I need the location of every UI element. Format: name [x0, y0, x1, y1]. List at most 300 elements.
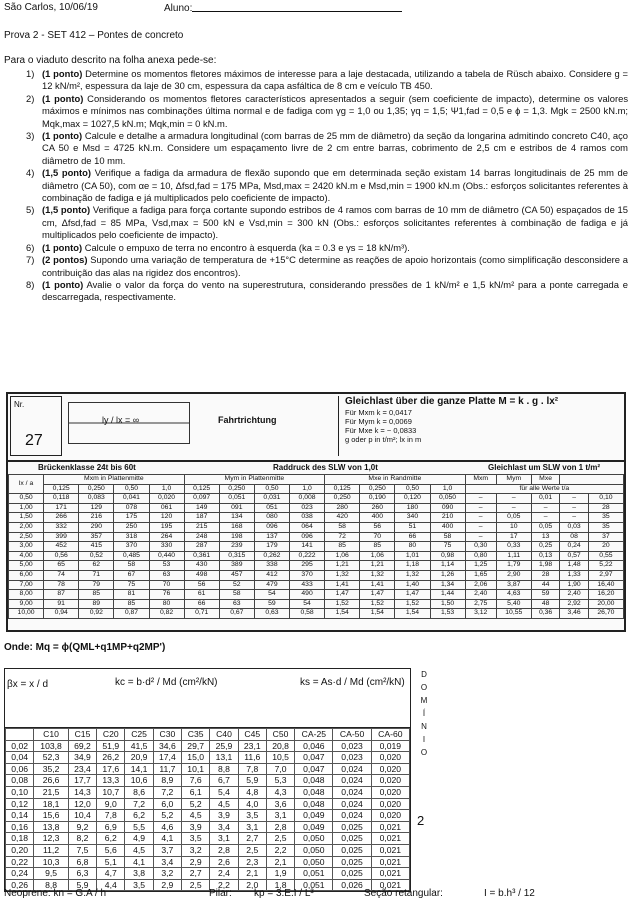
question-item: [4, 93, 628, 130]
table-cell: 4,9: [125, 833, 153, 845]
table-cell: 0,008: [290, 494, 325, 504]
kc-ks-grid: [5, 728, 410, 891]
table-cell: 9,00: [9, 599, 44, 609]
table-cell: 399: [44, 532, 79, 542]
table-cell: –: [496, 503, 531, 513]
table-cell: 8,6: [125, 786, 153, 798]
table-cell: 0,05: [496, 513, 531, 523]
table-cell: 5,6: [97, 844, 125, 856]
table-cell: 1,47: [395, 590, 430, 600]
table-cell: 51,9: [97, 740, 125, 752]
table-cell: 141: [290, 542, 325, 552]
table-cell: 5,2: [182, 798, 210, 810]
table-cell: 6,0: [153, 798, 181, 810]
table-cell: 1,32: [325, 570, 360, 580]
direction-label: Fahrtrichtung: [218, 415, 277, 425]
table-cell: 096: [254, 522, 289, 532]
table-cell: 2,9: [153, 879, 181, 891]
t-fraction: 0,50: [395, 484, 430, 494]
table-cell: 8,2: [68, 833, 96, 845]
table-cell: 2,7: [182, 868, 210, 880]
table-row: [9, 590, 624, 600]
table-cell: 51: [395, 522, 430, 532]
table-cell: 0,10: [588, 494, 623, 504]
table-cell: 420: [325, 513, 360, 523]
table-cell: 54: [290, 599, 325, 609]
table-cell: 0,097: [184, 494, 219, 504]
t-fraction: 0,125: [184, 484, 219, 494]
table-cell: 195: [149, 522, 184, 532]
table-cell: 0,33: [496, 542, 531, 552]
table-cell: 0,023: [333, 752, 371, 764]
table-cell: 215: [184, 522, 219, 532]
table-cell: 35,2: [34, 763, 69, 775]
table-row: [6, 752, 410, 764]
table-cell: 1,52: [395, 599, 430, 609]
table-cell: 0,87: [114, 609, 149, 619]
table-cell: 2,06: [465, 580, 496, 590]
table-cell: 479: [254, 580, 289, 590]
table-cell: 79: [79, 580, 114, 590]
rusch-table-header: [8, 394, 624, 462]
table-cell: 1,32: [395, 570, 430, 580]
table-cell: 0,190: [360, 494, 395, 504]
question-text: [42, 242, 628, 254]
table-cell: 0,047: [295, 763, 333, 775]
table-cell: 4,6: [153, 821, 181, 833]
table-cell: 8,00: [9, 590, 44, 600]
table-cell: 61: [184, 590, 219, 600]
table-cell: 11,7: [153, 763, 181, 775]
table-cell: 0,024: [333, 775, 371, 787]
table-cell: 10,6: [125, 775, 153, 787]
table-cell: 34,6: [153, 740, 181, 752]
table-cell: 0,021: [371, 821, 409, 833]
table-cell: 216: [79, 513, 114, 523]
table-cell: –: [560, 494, 588, 504]
table-cell: 1,00: [9, 503, 44, 513]
table-cell: 078: [114, 503, 149, 513]
table-cell: 87: [44, 590, 79, 600]
table-cell: 17,7: [68, 775, 96, 787]
table-cell: 3,9: [182, 821, 210, 833]
table-cell: 78: [44, 580, 79, 590]
table-cell: 0,04: [6, 752, 34, 764]
table-cell: 0,025: [333, 844, 371, 856]
table-cell: 2,5: [266, 833, 294, 845]
question-item: [4, 167, 628, 204]
table-cell: 23,1: [238, 740, 266, 752]
table-cell: 1,90: [560, 580, 588, 590]
table-cell: 0,57: [560, 551, 588, 561]
table-cell: 6,8: [68, 856, 96, 868]
question-body: Verifique a fadiga para força cortante supondo estribos de 4 ramos com barras de 10 mm de diâmetro (CA 50) espaçados de 15 cm, Δfsd,fad = 85 MPa, Vsd,max = 500 kN e Vsd,min = 300 kN (Obs.: esforços solicitantes referentes à combinação de fadiga e já multiplicados pelo coeficiente de impacto).: [42, 204, 628, 241]
table-row: [6, 868, 410, 880]
t-fraction: 0,250: [79, 484, 114, 494]
table-cell: 0,050: [295, 844, 333, 856]
table-cell: 120: [149, 513, 184, 523]
table-row: [6, 833, 410, 845]
table-row: [9, 513, 624, 523]
table-cell: 4,7: [97, 868, 125, 880]
table-cell: 0,047: [295, 752, 333, 764]
table-cell: 091: [219, 503, 254, 513]
table-cell: 2,9: [182, 856, 210, 868]
table-cell: –: [465, 494, 496, 504]
kc-col-head: C15: [68, 729, 96, 741]
table-cell: –: [531, 503, 559, 513]
table-cell: 72: [325, 532, 360, 542]
table-cell: 80: [149, 599, 184, 609]
table-cell: 4,8: [238, 786, 266, 798]
question-points: (1 ponto): [42, 278, 84, 290]
table-cell: 412: [254, 570, 289, 580]
question-points: (1 ponto): [42, 241, 83, 253]
table-cell: 134: [219, 513, 254, 523]
table-cell: 6,2: [125, 810, 153, 822]
table-cell: 198: [219, 532, 254, 542]
table-cell: 0,262: [254, 551, 289, 561]
table-cell: 0,98: [430, 551, 465, 561]
table-cell: 2,2: [210, 879, 238, 891]
table-cell: 370: [290, 570, 325, 580]
question-item: [4, 68, 628, 93]
table-cell: 2,8: [266, 821, 294, 833]
t-fraction: 0,50: [254, 484, 289, 494]
table-cell: 25,9: [210, 740, 238, 752]
table-cell: 0,025: [333, 856, 371, 868]
table-cell: –: [465, 503, 496, 513]
table-cell: 1,06: [325, 551, 360, 561]
table-cell: 0,250: [325, 494, 360, 504]
t-fraction: 0,50: [114, 484, 149, 494]
table-row: [6, 740, 410, 752]
table-cell: 1,21: [325, 561, 360, 571]
table-cell: 3,12: [465, 609, 496, 619]
gleichlast-slw-label: Gleichlast um SLW von 1 t/m²: [488, 463, 601, 472]
dominio-letter: Í: [422, 709, 426, 718]
dominio-label: [413, 668, 435, 828]
table-cell: 290: [79, 522, 114, 532]
table-cell: 0,26: [6, 879, 34, 891]
table-cell: 0,020: [371, 752, 409, 764]
table-cell: 0,30: [465, 542, 496, 552]
table-cell: 0,80: [465, 551, 496, 561]
t-fraction: 0,250: [360, 484, 395, 494]
table-cell: 35: [588, 522, 623, 532]
table-cell: 17,6: [97, 763, 125, 775]
table-cell: 6,2: [97, 833, 125, 845]
table-cell: 1,44: [430, 590, 465, 600]
table-row: [9, 561, 624, 571]
gleichlast-box: [338, 396, 631, 456]
table-cell: 2,4: [210, 868, 238, 880]
question-body: Calcule o empuxo de terra no encontro à esquerda (ka = 0.3 e γs = 18 kN/m³).: [84, 241, 410, 253]
table-cell: 5,3: [266, 775, 294, 787]
student-name-field[interactable]: [164, 2, 402, 15]
formula-onde: Onde: Mq = ϕ(QML+q1MP+q2MP'): [4, 642, 166, 653]
table-cell: 0,24: [560, 542, 588, 552]
table-cell: 1,41: [360, 580, 395, 590]
table-cell: 266: [44, 513, 79, 523]
table-cell: 35: [588, 513, 623, 523]
table-cell: 2,1: [266, 856, 294, 868]
table-cell: 3,87: [496, 580, 531, 590]
table-cell: 13: [531, 532, 559, 542]
table-cell: 239: [219, 542, 254, 552]
table-cell: 1,52: [325, 599, 360, 609]
table-cell: 0,20: [6, 844, 34, 856]
table-cell: 8,8: [34, 879, 69, 891]
table-cell: 2,8: [210, 844, 238, 856]
table-cell: 89: [79, 599, 114, 609]
table-cell: 0,020: [371, 763, 409, 775]
table-cell: 10,3: [34, 856, 69, 868]
table-cell: 0,18: [6, 833, 34, 845]
table-cell: 330: [149, 542, 184, 552]
table-cell: 260: [360, 503, 395, 513]
rusch-subheader: [8, 460, 624, 475]
table-cell: 2,97: [588, 570, 623, 580]
table-cell: 2,2: [266, 844, 294, 856]
table-cell: 0,222: [290, 551, 325, 561]
table-cell: 28: [531, 570, 559, 580]
question-body: Determine os momentos fletores máximos de interesse para a laje destacada, utilizando a tabela de Rüsch abaixo. Considere g = 12 kN/m², espessura da laje de 30 cm, espessura da capa asfáltica de 8 cm e veículo TB 450.: [42, 68, 629, 92]
table-cell: 0,020: [371, 810, 409, 822]
table-cell: 0,485: [114, 551, 149, 561]
question-list: [4, 68, 628, 304]
question-number: 5): [26, 204, 35, 216]
table-cell: –: [465, 522, 496, 532]
table-cell: 0,020: [371, 798, 409, 810]
table-cell: 452: [44, 542, 79, 552]
table-cell: 91: [44, 599, 79, 609]
kc-col-head: C40: [210, 729, 238, 741]
table-cell: 210: [430, 513, 465, 523]
table-cell: 62: [79, 561, 114, 571]
question-number: 3): [26, 130, 35, 142]
kc-col-head: CA-25: [295, 729, 333, 741]
table-cell: 29,7: [182, 740, 210, 752]
table-cell: 0,02: [6, 740, 34, 752]
table-cell: 6,7: [210, 775, 238, 787]
table-cell: 1,50: [430, 599, 465, 609]
table-cell: 0,020: [371, 775, 409, 787]
question-points: (1 ponto): [42, 68, 83, 79]
table-cell: 3,1: [266, 810, 294, 822]
table-cell: 26,6: [34, 775, 69, 787]
table-cell: 430: [184, 561, 219, 571]
table-row: [9, 580, 624, 590]
table-cell: 37: [588, 532, 623, 542]
table-cell: 090: [430, 503, 465, 513]
table-cell: 26,70: [588, 609, 623, 619]
kc-ks-header: [5, 669, 410, 728]
t-fraction: 0,250: [219, 484, 254, 494]
table-row: [6, 856, 410, 868]
table-cell: 10,1: [182, 763, 210, 775]
table-cell: 1,65: [465, 570, 496, 580]
table-row: [9, 494, 624, 504]
question-text: [42, 254, 628, 279]
table-cell: 4,63: [496, 590, 531, 600]
rusch-head-row: [9, 475, 624, 485]
page-header: [4, 2, 624, 14]
table-row: [9, 542, 624, 552]
table-row: [9, 551, 624, 561]
table-cell: 2,00: [9, 522, 44, 532]
table-cell: 340: [395, 513, 430, 523]
table-cell: 18,1: [34, 798, 69, 810]
table-row: [6, 798, 410, 810]
table-cell: 17: [496, 532, 531, 542]
table-cell: 3,4: [153, 856, 181, 868]
table-cell: 1,47: [325, 590, 360, 600]
table-cell: 1,25: [465, 561, 496, 571]
table-cell: 295: [290, 561, 325, 571]
table-cell: 1,47: [360, 590, 395, 600]
table-cell: 20,00: [588, 599, 623, 609]
table-cell: 7,0: [266, 763, 294, 775]
table-cell: 1,53: [430, 609, 465, 619]
right-col-head: [560, 475, 624, 485]
table-cell: 3,2: [182, 844, 210, 856]
table-cell: 4,5: [210, 798, 238, 810]
table-cell: 0,25: [531, 542, 559, 552]
table-cell: 59: [254, 599, 289, 609]
question-body: Supondo uma variação de temperatura de +15°C determine as reações de apoio horizontais (como simplificação desconsidere a contribuição das alas na rigidez dos encontros).: [42, 254, 629, 278]
table-cell: 3,5: [238, 810, 266, 822]
aluno-label: Aluno:: [164, 3, 193, 14]
table-cell: 0,024: [333, 786, 371, 798]
table-cell: 3,1: [210, 833, 238, 845]
table-cell: 5,4: [210, 786, 238, 798]
table-cell: 2,1: [238, 868, 266, 880]
table-number: 27: [25, 432, 43, 449]
table-cell: 6,1: [182, 786, 210, 798]
gleichlast-note: g oder p in t/m²; lx in m: [345, 435, 422, 445]
table-cell: 0,05: [531, 522, 559, 532]
table-cell: –: [531, 513, 559, 523]
table-cell: 0,031: [254, 494, 289, 504]
kc-col-head: C25: [125, 729, 153, 741]
table-cell: 6,3: [68, 868, 96, 880]
table-cell: 80: [395, 542, 430, 552]
table-cell: 7,00: [9, 580, 44, 590]
table-cell: 9,2: [68, 821, 96, 833]
kc-col-head: C30: [153, 729, 181, 741]
table-cell: 4,1: [153, 833, 181, 845]
table-row: [6, 763, 410, 775]
kc-col-head: C35: [182, 729, 210, 741]
table-cell: 1,21: [360, 561, 395, 571]
table-cell: 14,1: [125, 763, 153, 775]
table-cell: 1,33: [560, 570, 588, 580]
table-cell: 7,8: [238, 763, 266, 775]
table-cell: 457: [219, 570, 254, 580]
table-cell: 0,16: [6, 821, 34, 833]
table-cell: 137: [254, 532, 289, 542]
table-cell: 56: [184, 580, 219, 590]
table-cell: 66: [395, 532, 430, 542]
table-cell: 318: [114, 532, 149, 542]
question-text: [42, 130, 628, 167]
table-cell: 0,024: [333, 763, 371, 775]
table-cell: 5,9: [238, 775, 266, 787]
table-cell: 12,0: [68, 798, 96, 810]
beta-col-head: [6, 729, 34, 741]
table-cell: 250: [114, 522, 149, 532]
table-cell: 338: [254, 561, 289, 571]
brueckenklasse-label: Brückenklasse 24t bis 60t: [38, 463, 136, 472]
rusch-frac-row: [9, 484, 624, 494]
question-number: 6): [26, 241, 35, 253]
table-cell: 16,20: [588, 590, 623, 600]
table-cell: 7,5: [68, 844, 96, 856]
table-cell: 21,5: [34, 786, 69, 798]
table-cell: 0,021: [371, 844, 409, 856]
table-cell: 0,050: [430, 494, 465, 504]
table-row: [6, 775, 410, 787]
table-cell: 1,06: [360, 551, 395, 561]
table-cell: 0,82: [149, 609, 184, 619]
table-cell: 8,9: [153, 775, 181, 787]
table-cell: 23,4: [68, 763, 96, 775]
table-cell: 0,051: [219, 494, 254, 504]
table-cell: 0,025: [333, 821, 371, 833]
table-row: [9, 503, 624, 513]
table-cell: 1,79: [496, 561, 531, 571]
table-cell: 171: [44, 503, 79, 513]
question-number: 7): [26, 254, 35, 266]
gleichlast-row: Für Mym k = 0,0069: [345, 417, 412, 427]
table-cell: 0,92: [79, 609, 114, 619]
table-cell: 76: [149, 590, 184, 600]
beta-formula: βx = x / d: [7, 679, 49, 690]
table-cell: 13,3: [97, 775, 125, 787]
table-cell: 48: [531, 599, 559, 609]
table-cell: 0,55: [588, 551, 623, 561]
table-cell: 5,9: [68, 879, 96, 891]
table-cell: 08: [560, 532, 588, 542]
table-cell: 3,9: [210, 810, 238, 822]
table-cell: 5,22: [588, 561, 623, 571]
kc-col-head: C20: [97, 729, 125, 741]
table-cell: 34,9: [68, 752, 96, 764]
table-cell: 1,18: [395, 561, 430, 571]
neoprene-formula: Neoprene: kn = G.A / h: [4, 888, 107, 899]
table-cell: 0,67: [219, 609, 254, 619]
table-cell: 2,6: [210, 856, 238, 868]
table-cell: 2,3: [238, 856, 266, 868]
table-cell: 10,55: [496, 609, 531, 619]
table-cell: 10,7: [97, 786, 125, 798]
table-cell: 0,315: [219, 551, 254, 561]
right-note: für alle Werte t/a: [465, 484, 623, 494]
table-cell: 0,048: [295, 775, 333, 787]
t-fraction: 0,125: [44, 484, 79, 494]
span-ratio-label: ly / lx = ∞: [102, 415, 140, 425]
dominio-letter: O: [420, 683, 428, 692]
question-text: [42, 279, 628, 304]
col-group-head: Mxm in Plattenmitte: [44, 475, 185, 485]
table-cell: 3,4: [210, 821, 238, 833]
table-cell: 357: [79, 532, 114, 542]
table-row: [9, 532, 624, 542]
table-cell: 0,71: [184, 609, 219, 619]
table-cell: 63: [149, 570, 184, 580]
question-points: (1,5 ponto): [42, 204, 91, 216]
